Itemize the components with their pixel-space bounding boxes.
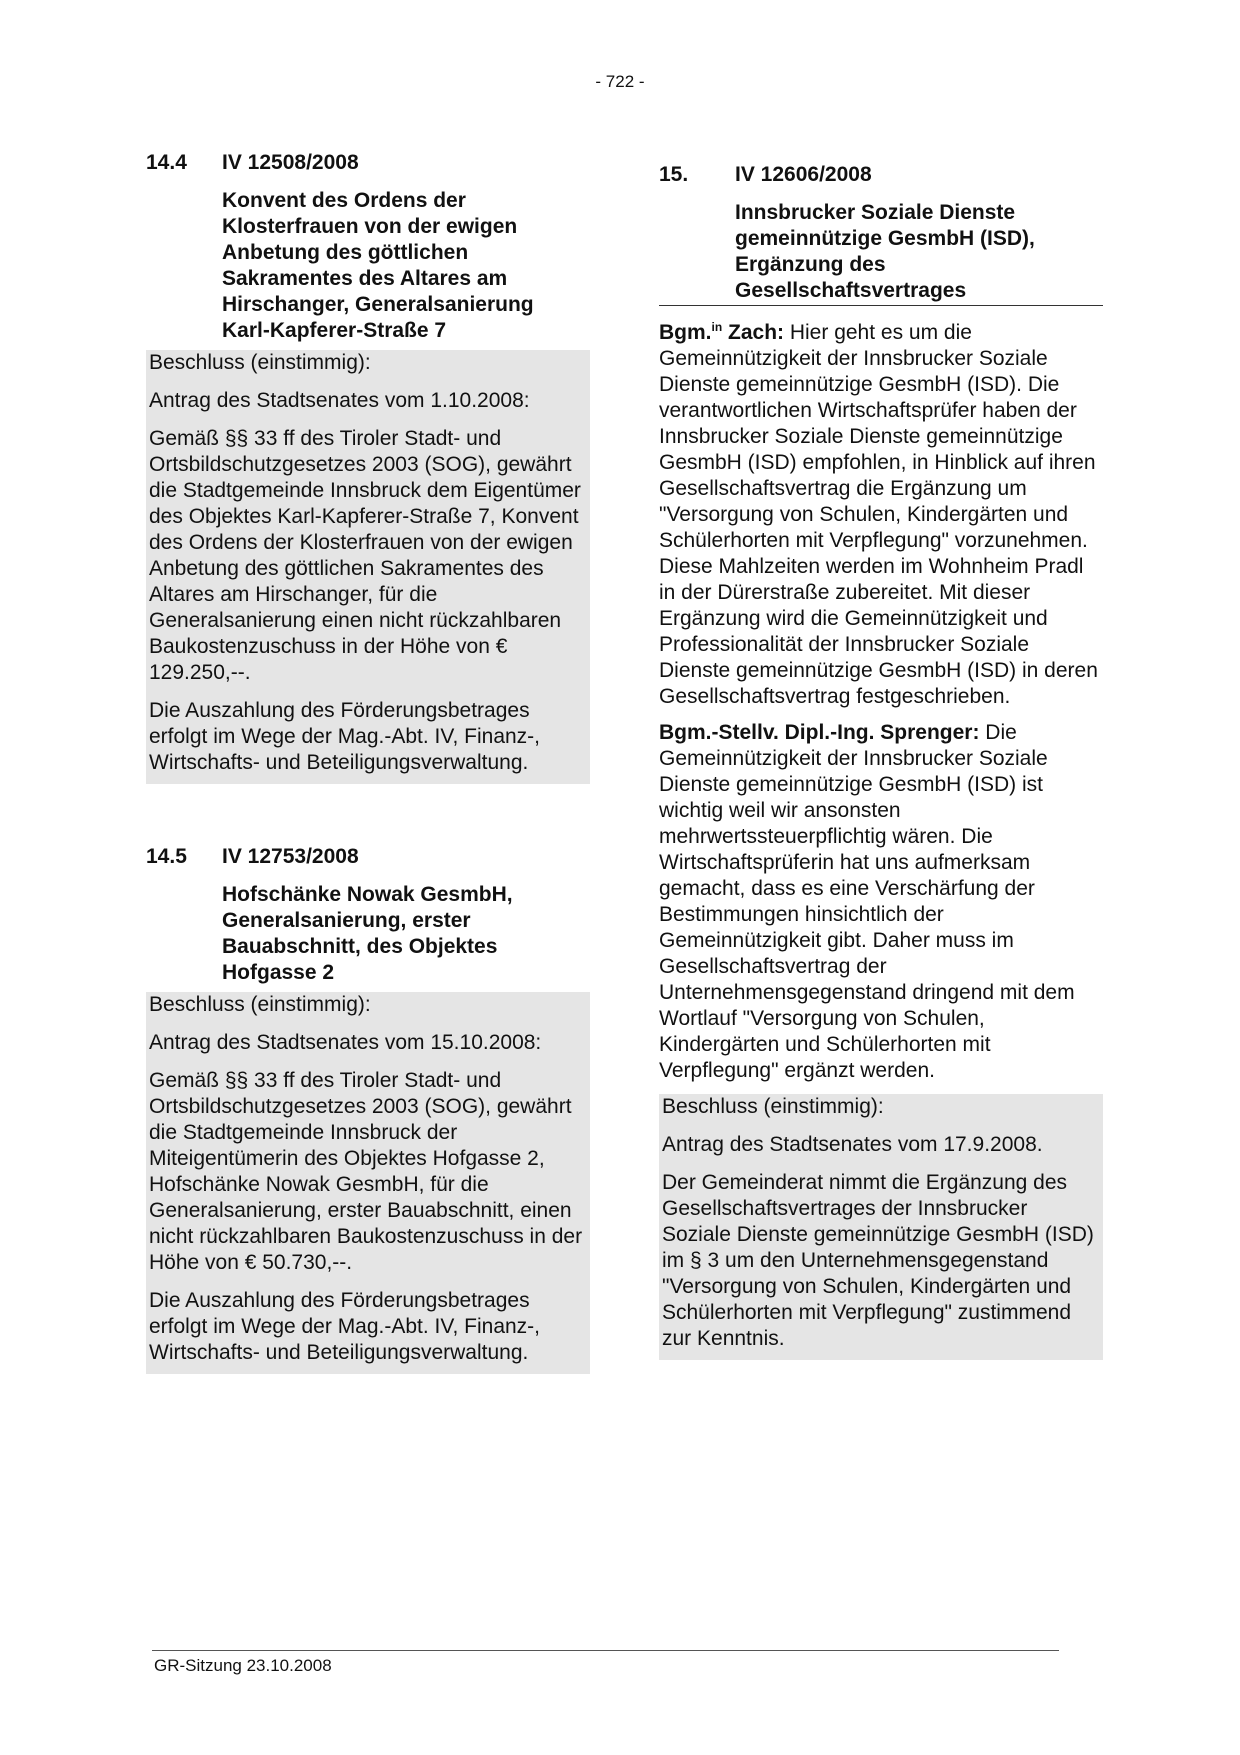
motion-line: Antrag des Stadtsenates vom 15.10.2008: bbox=[149, 1031, 542, 1054]
item-title: Hofschänke Nowak GesmbH, Generalsanierung, erster Bauabschnitt, des Objektes Hofgasse 2 bbox=[222, 883, 513, 984]
agenda-item-14-4 bbox=[146, 150, 590, 784]
speaker-name: Bgm.$^{in}$ Zach: bbox=[659, 320, 785, 344]
left-column bbox=[146, 150, 590, 1374]
resolution-text: Gemäß §§ 33 ff des Tiroler Stadt- und Ortsbildschutzgesetzes 2003 (SOG), gewährt die Stadtgemeinde Innsbruck dem Eigentümer des Objektes Karl-Kapferer-Straße 7, Konvent des Ordens der Klosterfrauen von der ewigen Anbetung des göttlichen Sakramentes des Altares am Hirschanger, für die Generalsanierung einen nicht rückzahlbaren Baukostenzuschuss in der Höhe von € 129.250,--. bbox=[149, 427, 581, 684]
footer-rule bbox=[152, 1650, 1059, 1651]
resolution-label: Beschluss (einstimmig): bbox=[149, 351, 371, 374]
resolution-box bbox=[146, 992, 590, 1374]
item-number: 14.5 bbox=[146, 845, 187, 868]
payment-text: Die Auszahlung des Förderungsbetrages erfolgt im Wege der Mag.-Abt. IV, Finanz-, Wirtschafts- und Beteiligungsverwaltung. bbox=[149, 1289, 541, 1364]
speech-text: Die Gemeinnützigkeit der Innsbrucker Soziale Dienste gemeinnützige GesmbH (ISD) ist wichtig weil wir ansonsten mehrwertssteuerpflichtig wären. Die Wirtschaftsprüferin hat uns aufmerksam gemacht, dass es eine Verschärfung der Bestimmungen hinsichtlich der Gemeinnützigkeit gibt. Daher muss im Gesellschaftsvertrag der Unternehmensgegenstand dringend mit dem Wortlauf "Versorgung von Schulen, Kindergärten und Schülerhorten mit Verpflegung" ergänzt werden. bbox=[659, 721, 1075, 1082]
resolution-box bbox=[659, 1094, 1103, 1360]
speech-text: Hier geht es um die Gemeinnützigkeit der Innsbrucker Soziale Dienste gemeinnützige GesmbH (ISD). Die verantwortlichen Wirtschaftsprüfer haben der Innsbrucker Soziale Dienste gemeinnützige GesmbH (ISD) empfohlen, in Hinblick auf ihren Gesellschaftsvertrag die Ergänzung um "Versorgung von Schulen, Kindergärten und Schülerhorten mit Verpflegung" vorzunehmen. Diese Mahlzeiten werden im Wohnheim Pradl in der Dürerstraße zubereitet. Mit dieser Ergänzung wird die Gemeinnützigkeit und Professionalität der Innsbrucker Soziale Dienste gemeinnützige GesmbH (ISD) in deren Gesellschaftsvertrag festgeschrieben. bbox=[659, 321, 1098, 708]
right-column bbox=[659, 162, 1103, 1360]
speech-zach bbox=[659, 320, 1103, 710]
item-number: 14.4 bbox=[146, 151, 187, 174]
title-rule bbox=[659, 200, 1103, 306]
payment-text: Die Auszahlung des Förderungsbetrages erfolgt im Wege der Mag.-Abt. IV, Finanz-, Wirtschafts- und Beteiligungsverwaltung. bbox=[149, 699, 541, 774]
motion-line: Antrag des Stadtsenates vom 17.9.2008. bbox=[662, 1133, 1043, 1156]
item-title: Konvent des Ordens der Klosterfrauen von der ewigen Anbetung des göttlichen Sakramentes des Altares am Hirschanger, Generalsanierung Karl-Kapferer-Straße 7 bbox=[222, 189, 534, 342]
motion-line: Antrag des Stadtsenates vom 1.10.2008: bbox=[149, 389, 530, 412]
item-heading bbox=[146, 150, 590, 176]
item-number: 15. bbox=[659, 163, 689, 186]
item-reference: IV 12606/2008 bbox=[735, 163, 872, 186]
agenda-item-14-5 bbox=[146, 844, 590, 1374]
resolution-box bbox=[146, 350, 590, 784]
resolution-label: Beschluss (einstimmig): bbox=[662, 1095, 884, 1118]
item-reference: IV 12753/2008 bbox=[222, 845, 359, 868]
item-heading bbox=[146, 844, 590, 870]
item-title: Innsbrucker Soziale Dienste gemeinnützige GesmbH (ISD), Ergänzung des Gesellschaftsvertrages bbox=[735, 201, 1035, 302]
speech-sprenger bbox=[659, 720, 1103, 1084]
agenda-item-15 bbox=[659, 162, 1103, 1360]
resolution-text: Gemäß §§ 33 ff des Tiroler Stadt- und Ortsbildschutzgesetzes 2003 (SOG), gewährt die Stadtgemeinde Innsbruck der Miteigentümerin des Objektes Hofgasse 2, Hofschänke Nowak GesmbH, für die Generalsanierung, erster Bauabschnitt, einen nicht rückzahlbaren Baukostenzuschuss in der Höhe von € 50.730,--. bbox=[149, 1069, 583, 1274]
page-number: - 722 - bbox=[595, 72, 645, 91]
item-heading bbox=[659, 162, 1103, 188]
item-reference: IV 12508/2008 bbox=[222, 151, 359, 174]
resolution-label: Beschluss (einstimmig): bbox=[149, 993, 371, 1016]
speaker-name: Bgm.-Stellv. Dipl.-Ing. Sprenger: bbox=[659, 721, 980, 744]
resolution-text: Der Gemeinderat nimmt die Ergänzung des Gesellschaftsvertrages der Innsbrucker Soziale Dienste gemeinnützige GesmbH (ISD) im § 3 um den Unternehmensgegenstand "Versorgung von Schulen, Kindergärten und Schülerhorten mit Verpflegung" zustimmend zur Kenntnis. bbox=[662, 1171, 1094, 1350]
footer-session-date: GR-Sitzung 23.10.2008 bbox=[154, 1656, 332, 1675]
